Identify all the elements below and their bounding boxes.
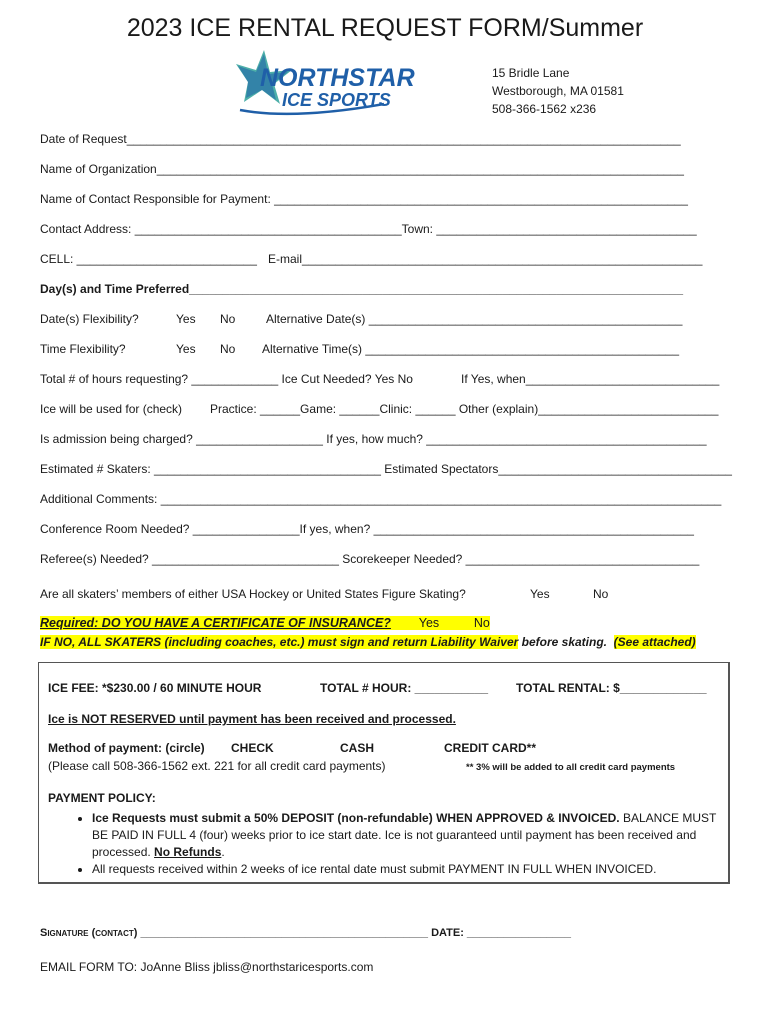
- address-street: 15 Bridle Lane: [492, 66, 570, 80]
- conference-room-field[interactable]: Conference Room Needed? ________________If yes, when? ________________________________________________: [40, 522, 694, 536]
- northstar-logo: [234, 46, 415, 120]
- logo-line1: NORTHSTAR: [260, 64, 415, 92]
- form-title: 2023 ICE RENTAL REQUEST FORM/Summer: [126, 14, 644, 42]
- alternative-dates-field[interactable]: Alternative Date(s) _______________________________________________: [266, 312, 683, 326]
- if-yes-when-field[interactable]: If Yes, when_____________________________: [461, 372, 720, 386]
- signature-row: [40, 927, 571, 939]
- payment-check[interactable]: CHECK: [231, 741, 274, 755]
- alternative-times-field[interactable]: Alternative Time(s) _______________________________________________: [262, 342, 680, 356]
- additional-comments-field[interactable]: Additional Comments: ____________________________________________________________________________________: [40, 492, 722, 506]
- policy-bullet-full-payment: • All requests received within 2 weeks of ice rental date must submit PAYMENT IN FULL WHEN INVOICED.: [92, 861, 718, 878]
- insurance-yes[interactable]: Yes: [418, 616, 440, 630]
- estimated-skaters-field[interactable]: Estimated # Skaters: __________________________________ Estimated Spectators___________________________________: [40, 462, 732, 476]
- date-of-request-field[interactable]: Date of Request___________________________________________________________________________________: [40, 132, 681, 146]
- membership-question: Are all skaters’ members of either USA Hockey or United States Figure Skating?: [40, 587, 466, 601]
- date-flex-no[interactable]: No: [220, 312, 236, 326]
- email-field[interactable]: E-mail____________________________________________________________: [268, 252, 703, 266]
- signature-label: Signature (contact): [40, 927, 138, 939]
- address-block: [492, 64, 624, 118]
- waiver-text: IF NO, ALL SKATERS (including coaches, etc.) must sign and return Liability Waiver: [40, 635, 519, 649]
- insurance-no[interactable]: No: [473, 616, 490, 630]
- contact-address-field[interactable]: Contact Address: ________________________________________Town: _______________________________________: [40, 222, 697, 236]
- date-label: DATE:: [431, 927, 464, 939]
- date-flex-yes[interactable]: Yes: [176, 312, 196, 326]
- membership-no[interactable]: No: [593, 587, 609, 601]
- surcharge-note: ** 3% will be added to all credit card payments: [466, 762, 676, 773]
- insurance-question: Required: DO YOU HAVE A CERTIFICATE OF INSURANCE?: [40, 616, 391, 630]
- address-phone: 508-366-1562 x236: [492, 102, 597, 116]
- admission-field[interactable]: Is admission being charged? ___________________ If yes, how much? __________________________________________: [40, 432, 707, 446]
- payment-cash[interactable]: CASH: [340, 741, 375, 755]
- time-flexibility-label: Time Flexibility?: [40, 342, 126, 356]
- total-hours-field[interactable]: Total # of hours requesting? _____________ Ice Cut Needed? Yes No: [40, 372, 413, 386]
- see-attached: (See attached): [613, 635, 696, 649]
- signature-line[interactable]: _______________________________________________: [137, 927, 432, 939]
- membership-yes[interactable]: Yes: [530, 587, 550, 601]
- address-city: Westborough, MA 01581: [492, 84, 624, 98]
- payment-credit-card[interactable]: CREDIT CARD**: [444, 741, 537, 755]
- logo-line2: ICE SPORTS: [282, 90, 391, 110]
- ice-fee: ICE FEE: *$230.00 / 60 MINUTE HOUR: [48, 681, 262, 695]
- usage-type-field[interactable]: Practice: ______Game: ______Clinic: ______ Other (explain)___________________________: [210, 402, 719, 416]
- email-form-to: EMAIL FORM TO: JoAnne Bliss jbliss@northstaricesports.com: [40, 960, 374, 974]
- payment-method-label: Method of payment: (circle): [48, 741, 205, 755]
- waiver-plain: before skating.: [518, 635, 607, 649]
- organization-field[interactable]: Name of Organization_______________________________________________________________________________: [40, 162, 684, 176]
- cell-field[interactable]: CELL: ___________________________: [40, 252, 257, 266]
- insurance-question-row: [40, 616, 490, 630]
- referee-field[interactable]: Referee(s) Needed? ____________________________ Scorekeeper Needed? ___________________________________: [40, 552, 700, 566]
- waiver-notice: [40, 635, 696, 649]
- payment-policy-heading: PAYMENT POLICY:: [48, 791, 156, 805]
- time-flex-no[interactable]: No: [220, 342, 236, 356]
- total-hour-field[interactable]: TOTAL # HOUR: ___________: [320, 681, 489, 695]
- total-rental-field[interactable]: TOTAL RENTAL: $_____________: [516, 681, 707, 695]
- date-line[interactable]: _________________: [463, 927, 571, 939]
- date-flexibility-label: Date(s) Flexibility?: [40, 312, 139, 326]
- time-flex-yes[interactable]: Yes: [176, 342, 196, 356]
- credit-card-call-note: (Please call 508-366-1562 ext. 221 for all credit card payments): [48, 759, 386, 773]
- ice-used-for-label: Ice will be used for (check): [40, 402, 183, 416]
- policy-bullet-deposit: • Ice Requests must submit a 50% DEPOSIT (non-refundable) WHEN APPROVED & INVOICED. BALANCE MUST BE PAID IN FULL 4 (four) weeks prior to ice start date. Ice is not guaranteed until payment has been received and processed. No Refunds.: [92, 810, 718, 861]
- contact-payment-field[interactable]: Name of Contact Responsible for Payment: ______________________________________________________________: [40, 192, 688, 206]
- payment-policy-list: [48, 808, 718, 878]
- days-time-field[interactable]: Day(s) and Time Preferred__________________________________________________________________________: [40, 282, 684, 296]
- not-reserved-notice: Ice is NOT RESERVED until payment has been received and processed.: [48, 712, 456, 726]
